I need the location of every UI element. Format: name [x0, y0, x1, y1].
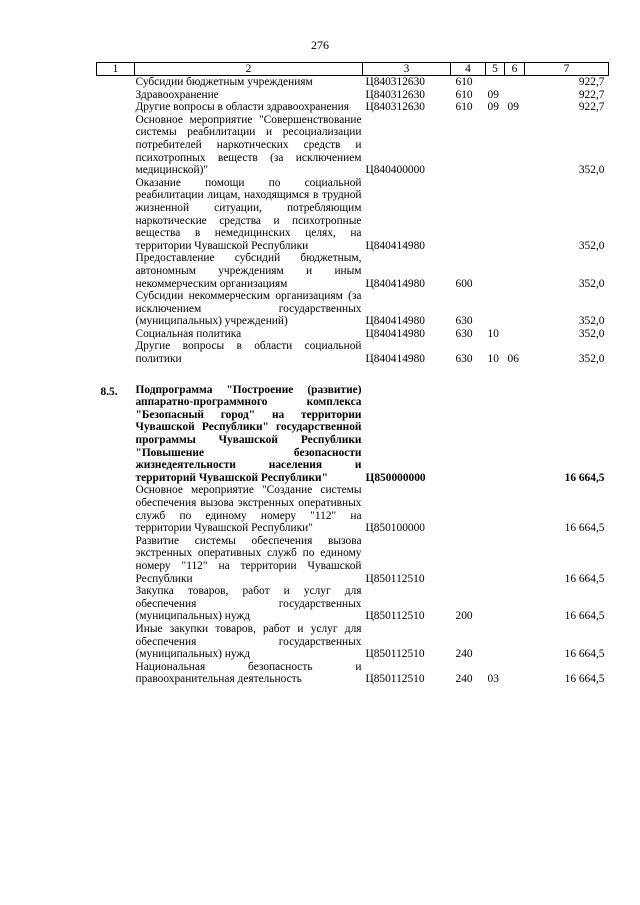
row-subsection	[505, 535, 525, 585]
row-name: Национальная безопасность и правоохранительная деятельность	[135, 660, 362, 686]
row-target-code: Ц840312630	[365, 88, 425, 101]
row-section	[486, 76, 505, 89]
row-subsection	[505, 585, 525, 623]
row-subsection	[505, 252, 525, 290]
row-amount: 16 664,5	[564, 610, 605, 623]
row-target-code: Ц850112510	[365, 572, 425, 585]
row-amount: 16 664,5	[564, 572, 605, 585]
header-col-1: 1	[97, 63, 135, 76]
row-expense-type	[451, 384, 486, 485]
row-target-code: Ц850100000	[365, 522, 425, 535]
row-name: Основное мероприятие "Создание системы обеспечения вызова экстренных оперативных служб по единому номеру "112" на территории Чувашской Республики"	[135, 484, 362, 535]
row-section	[486, 585, 505, 623]
row-amount: 922,7	[578, 101, 605, 114]
row-target-code: Ц850112510	[365, 673, 425, 686]
row-subsection	[505, 177, 525, 253]
header-row	[97, 63, 609, 76]
row-subsection	[505, 76, 525, 89]
row-number: 8.5.	[100, 385, 118, 398]
row-subsection	[505, 114, 525, 177]
table-row	[97, 585, 609, 623]
row-target-code: Ц850112510	[365, 610, 425, 623]
row-expense-type	[451, 535, 486, 585]
row-name: Здравоохранение	[135, 88, 219, 101]
row-name: Предоставление субсидий бюджетным, автономным учреждениям и иным некоммерческим организациям	[135, 252, 362, 290]
header-col-3: 3	[363, 63, 451, 76]
row-number	[97, 623, 135, 661]
table-row	[97, 328, 609, 341]
row-target-code: Ц840414980	[365, 327, 425, 340]
row-name: Закупка товаров, работ и услуг для обеспечения государственных (муниципальных) нужд	[135, 585, 362, 623]
page-number: 276	[311, 38, 329, 52]
row-subsection	[505, 89, 525, 102]
header-col-2: 2	[135, 63, 363, 76]
row-expense-type: 630	[455, 353, 473, 366]
row-section: 10	[487, 353, 499, 366]
row-target-code: Ц840414980	[365, 277, 425, 290]
row-target-code: Ц840400000	[365, 164, 425, 177]
row-section	[486, 114, 505, 177]
row-section	[486, 290, 505, 328]
row-subsection	[505, 290, 525, 328]
row-number	[97, 290, 135, 328]
row-target-code: Ц840414980	[365, 315, 425, 328]
row-amount: 922,7	[578, 76, 605, 88]
row-expense-type: 610	[455, 88, 473, 101]
table-body	[97, 76, 609, 686]
row-amount: 352,0	[578, 327, 605, 340]
row-name: Субсидии бюджетным учреждениям	[135, 76, 313, 88]
row-expense-type: 630	[455, 327, 473, 340]
row-subsection	[505, 328, 525, 341]
row-section	[486, 535, 505, 585]
row-amount: 352,0	[578, 164, 605, 177]
row-name: Субсидии некоммерческим организациям (за исключением государственных (муниципальных) учреждений)	[135, 290, 362, 328]
header-col-6: 6	[505, 63, 525, 76]
budget-table	[96, 62, 609, 686]
row-subsection	[505, 623, 525, 661]
row-number	[97, 89, 135, 102]
table-row	[97, 340, 609, 365]
row-amount: 16 664,5	[564, 673, 605, 686]
row-section	[486, 484, 505, 534]
row-section: 09	[487, 101, 499, 114]
row-number	[97, 484, 135, 534]
row-section	[486, 384, 505, 485]
row-name: Социальная политика	[135, 327, 242, 340]
table-row	[97, 484, 609, 534]
row-number	[97, 585, 135, 623]
table-row	[97, 252, 609, 290]
row-amount: 352,0	[578, 239, 605, 252]
row-name: Развитие системы обеспечения вызова экстренных оперативных служб по единому номеру "112" на территории Чувашской Республики	[135, 534, 362, 585]
row-target-code: Ц850112510	[365, 648, 425, 661]
row-expense-type: 610	[455, 101, 473, 114]
row-subsection: 09	[507, 101, 519, 114]
row-number	[97, 101, 135, 114]
table-row	[97, 89, 609, 102]
table-row	[97, 76, 609, 89]
row-expense-type: 240	[455, 648, 473, 661]
header-col-7: 7	[525, 63, 609, 76]
row-amount: 16 664,5	[564, 471, 605, 484]
row-expense-type: 240	[455, 673, 473, 686]
table-row	[97, 290, 609, 328]
row-section	[486, 623, 505, 661]
table-header	[97, 63, 609, 76]
row-expense-type: 630	[455, 315, 473, 328]
row-number	[97, 252, 135, 290]
row-number	[97, 328, 135, 341]
row-amount: 16 664,5	[564, 648, 605, 661]
row-subsection	[505, 661, 525, 686]
row-number	[97, 114, 135, 177]
row-expense-type: 610	[455, 76, 473, 88]
header-col-5: 5	[486, 63, 505, 76]
row-name: Другие вопросы в области здравоохранения	[135, 101, 349, 114]
row-expense-type	[451, 177, 486, 253]
row-target-code: Ц840414980	[365, 353, 425, 366]
row-target-code: Ц840312630	[365, 101, 425, 114]
row-expense-type: 600	[455, 277, 473, 290]
row-target-code: Ц840312630	[365, 76, 425, 88]
header-col-4: 4	[451, 63, 486, 76]
row-target-code: Ц840414980	[365, 239, 425, 252]
row-section: 10	[487, 327, 499, 340]
row-expense-type	[451, 484, 486, 534]
table-row	[97, 535, 609, 585]
row-expense-type: 200	[455, 610, 473, 623]
table-row-subprogram	[97, 384, 609, 485]
row-subsection	[505, 384, 525, 485]
row-name: Основное мероприятие "Совершенствование системы реабилитации и ресоциализации потребителей наркотических средств и психотропных веществ (за исключением медицинской)"	[135, 113, 362, 177]
row-section	[486, 177, 505, 253]
row-section: 03	[487, 673, 499, 686]
budget-table-container	[96, 62, 608, 686]
row-section	[486, 252, 505, 290]
row-number	[97, 76, 135, 89]
row-expense-type	[451, 114, 486, 177]
table-row	[97, 114, 609, 177]
row-amount: 16 664,5	[564, 522, 605, 535]
row-number	[97, 340, 135, 365]
row-name: Иные закупки товаров, работ и услуг для обеспечения государственных (муниципальных) нужд	[135, 622, 362, 661]
table-row	[97, 661, 609, 686]
row-amount: 352,0	[578, 277, 605, 290]
row-name: Подпрограмма "Построение (развитие) аппаратно-программного комплекса "Безопасный город" на территории Чувашской Республики" государственной программы Чувашской Республики "Повышение безопасности жизнедеятельности населения и территорий Чувашской Республики"	[135, 383, 362, 484]
row-subsection	[505, 484, 525, 534]
row-number	[97, 661, 135, 686]
row-amount: 922,7	[578, 88, 605, 101]
row-section: 09	[487, 88, 499, 101]
row-subsection: 06	[507, 353, 519, 366]
row-number	[97, 177, 135, 253]
row-name: Другие вопросы в области социальной политики	[135, 340, 362, 366]
row-name: Оказание помощи по социальной реабилитации лицам, находящимся в трудной жизненной ситуации, потребляющим наркотические средства и психотропные вещества в немедицинских целях, на территории Чувашской Республики	[135, 176, 362, 252]
table-row	[97, 177, 609, 253]
table-row	[97, 623, 609, 661]
row-number	[97, 535, 135, 585]
table-row	[97, 101, 609, 114]
row-amount: 352,0	[578, 315, 605, 328]
row-amount: 352,0	[578, 353, 605, 366]
row-spacer	[97, 366, 609, 384]
row-target-code: Ц850000000	[365, 471, 426, 484]
